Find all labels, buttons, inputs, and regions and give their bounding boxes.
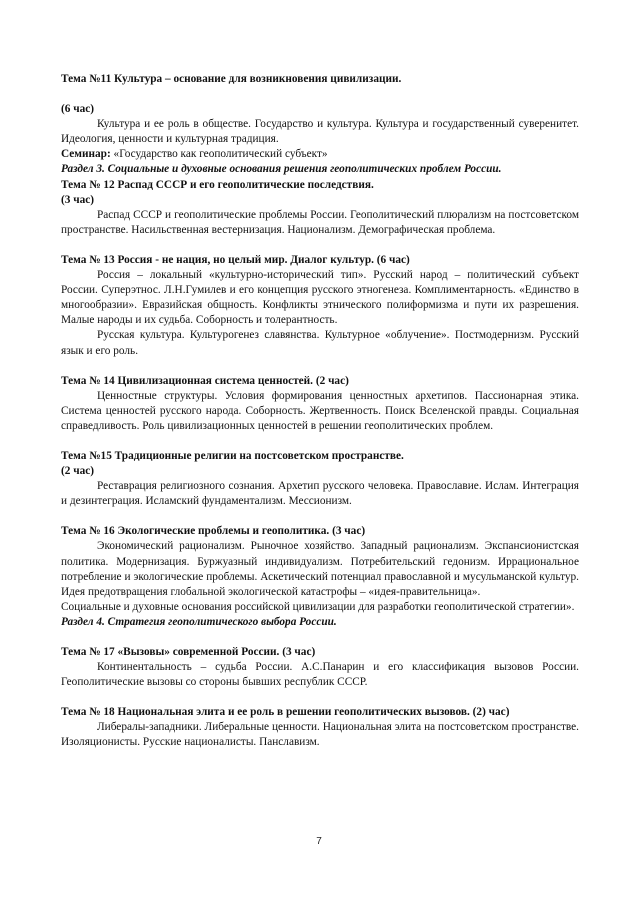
topic-17-title: Тема № 17 «Вызовы» современной России. (3 час) (61, 646, 316, 658)
topic-12-hours: (3 час) (61, 193, 95, 206)
topic-11-hours: (6 час) (61, 103, 95, 116)
topic-17-body: Континентальность – судьба России. А.С.Панарин и его классификация вызовов России. Геополитические вызовы со стороны бывших республик СССР. (61, 661, 579, 689)
topic-12-body: Распад СССР и геополитические проблемы России. Геополитический плюрализм на постсоветском пространстве. Насильственная вестернизация. Национализм. Демографическая проблема. (61, 208, 579, 236)
topic-13-title: Тема № 13 Россия - не нация, но целый мир. Диалог культур. (6 час) (61, 253, 410, 266)
topic-18-title: Тема № 18 Национальная элита и ее роль в решении геополитических вызовов. (2) час) (61, 706, 510, 719)
document-body (61, 72, 579, 751)
topic-15-body: Реставрация религиозного сознания. Архетип русского человека. Православие. Ислам. Интеграция и дезинтеграция. Исламский фундаментализм. Мессионизм. (61, 480, 579, 508)
topic-13-body-2: Русская культура. Культурогенез славянства. Культурное «облучение». Постмодернизм. Русский язык и его роль. (61, 329, 579, 357)
topic-16-extra: Социальные и духовные основания российской цивилизации для разработки геополитической стратегии». (61, 600, 575, 613)
part-4-heading: Раздел 4. Стратегия геополитического выбора России. (61, 615, 337, 628)
topic-18-body: Либералы-западники. Либеральные ценности. Национальная элита на постсоветском пространстве. Изоляционисты. Русские националисты. Панславизм. (61, 721, 579, 749)
topic-11-title: Тема №11 Культура – основание для возникновения цивилизации. (61, 73, 402, 85)
topic-15-title: Тема №15 Традиционные религии на постсоветском пространстве. (61, 449, 404, 462)
topic-11-body: Культура и ее роль в обществе. Государство и культура. Культура и государственный суверенитет. Идеология, ценности и культурная традиция. (61, 118, 579, 146)
page-number: 7 (316, 836, 322, 847)
topic-14-title: Тема № 14 Цивилизационная система ценностей. (2 час) (61, 374, 349, 387)
topic-13-body-1: Россия – локальный «культурно-исторический тип». Русский народ – политический субъект России. Суперэтнос. Л.Н.Гумилев и его концепция русского этногенеза. Комплиментарность. «Единство в многообразии». Евразийская общность. Конфликты этнического полиформизма и пути их разрешения. Малые народы и их судьба. Соборность и толерантность. (61, 269, 579, 327)
topic-14-body: Ценностные структуры. Условия формирования ценностных архетипов. Пассионарная этика. Система ценностей русского народа. Соборность. Жертвенность. Поиск Вселенской правды. Социальная справедливость. Роль цивилизационных ценностей в решении геополитических проблем. (61, 389, 579, 432)
topic-12-title: Тема № 12 Распад СССР и его геополитические последствия. (61, 178, 374, 191)
topic-11-seminar (61, 147, 579, 162)
seminar-text: «Государство как геополитический субъект» (110, 148, 328, 161)
topic-16-body: Экономический рационализм. Рыночное хозяйство. Западный рационализм. Экспансионистская политика. Модернизация. Буржуазный индивидуализм. Потребительский гедонизм. Иррациональное потребление и экологические проблемы. Аскетический потенциал православной и мусульманской культур. Идея предотвращения глобальной экологической катастрофы – «идея-правительница». (61, 540, 579, 598)
topic-16-title: Тема № 16 Экологические проблемы и геополитика. (3 час) (61, 525, 366, 538)
topic-15-hours: (2 час) (61, 465, 95, 478)
part-3-heading: Раздел 3. Социальные и духовные основания решения геополитических проблем России. (61, 163, 502, 176)
seminar-label: Семинар: (61, 148, 111, 161)
